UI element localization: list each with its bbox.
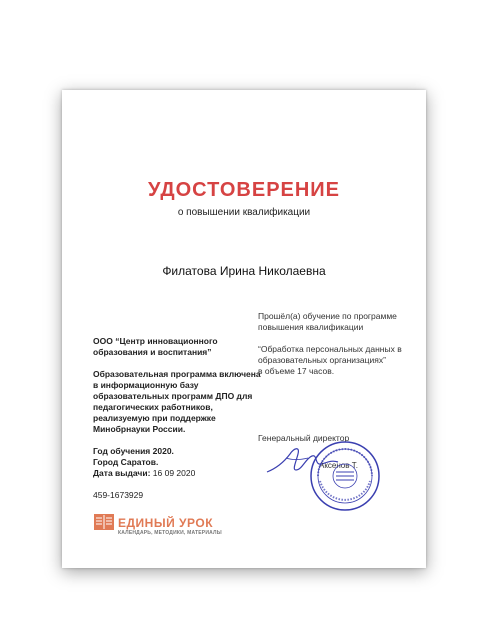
- logo-tagline: КАЛЕНДАРЬ, МЕТОДИКИ, МАТЕРИАЛЫ: [118, 530, 222, 536]
- training-column: [258, 311, 418, 377]
- city-line: Город Саратов.: [93, 457, 159, 467]
- pattern-fade: [0, 560, 490, 627]
- certificate-title: УДОСТОВЕРЕНИЕ: [147, 179, 341, 201]
- organization-seal: [308, 439, 382, 513]
- issue-date-label: Дата выдачи:: [93, 468, 151, 478]
- year-line: Год обучения 2020.: [93, 446, 174, 456]
- issue-date-value: 16 09 2020: [152, 468, 196, 478]
- course-hours: в объеме 17 часов.: [258, 366, 335, 376]
- certificate-sheet: [62, 90, 426, 568]
- course-title: “Обработка персональных данных в образовательных организациях”: [258, 344, 402, 365]
- director-title: Генеральный директор: [258, 433, 350, 443]
- program-statement: Образовательная программа включена в информационную базу образовательных программ ДПО для педагогических работников, реализуемую при поддержке Минобрнауки России.: [93, 369, 261, 434]
- organization-name: ООО “Центр инновационного образования и воспитания”: [93, 336, 218, 357]
- training-statement: Прошёл(а) обучение по программе повышения квалификации: [258, 311, 397, 332]
- issue-details: [93, 446, 268, 479]
- issue-date: [93, 468, 268, 479]
- certificate-subtitle: о повышении квалификации: [177, 207, 311, 218]
- director-name: Аксенов Т.: [319, 461, 358, 470]
- registration-number: 459-1673929: [93, 490, 144, 500]
- logo-name: ЕДИНЫЙ УРОК: [118, 516, 214, 530]
- issuer-column: [93, 336, 268, 501]
- logo-book-icon: [94, 514, 114, 530]
- recipient-name: Филатова Ирина Николаевна: [162, 264, 326, 278]
